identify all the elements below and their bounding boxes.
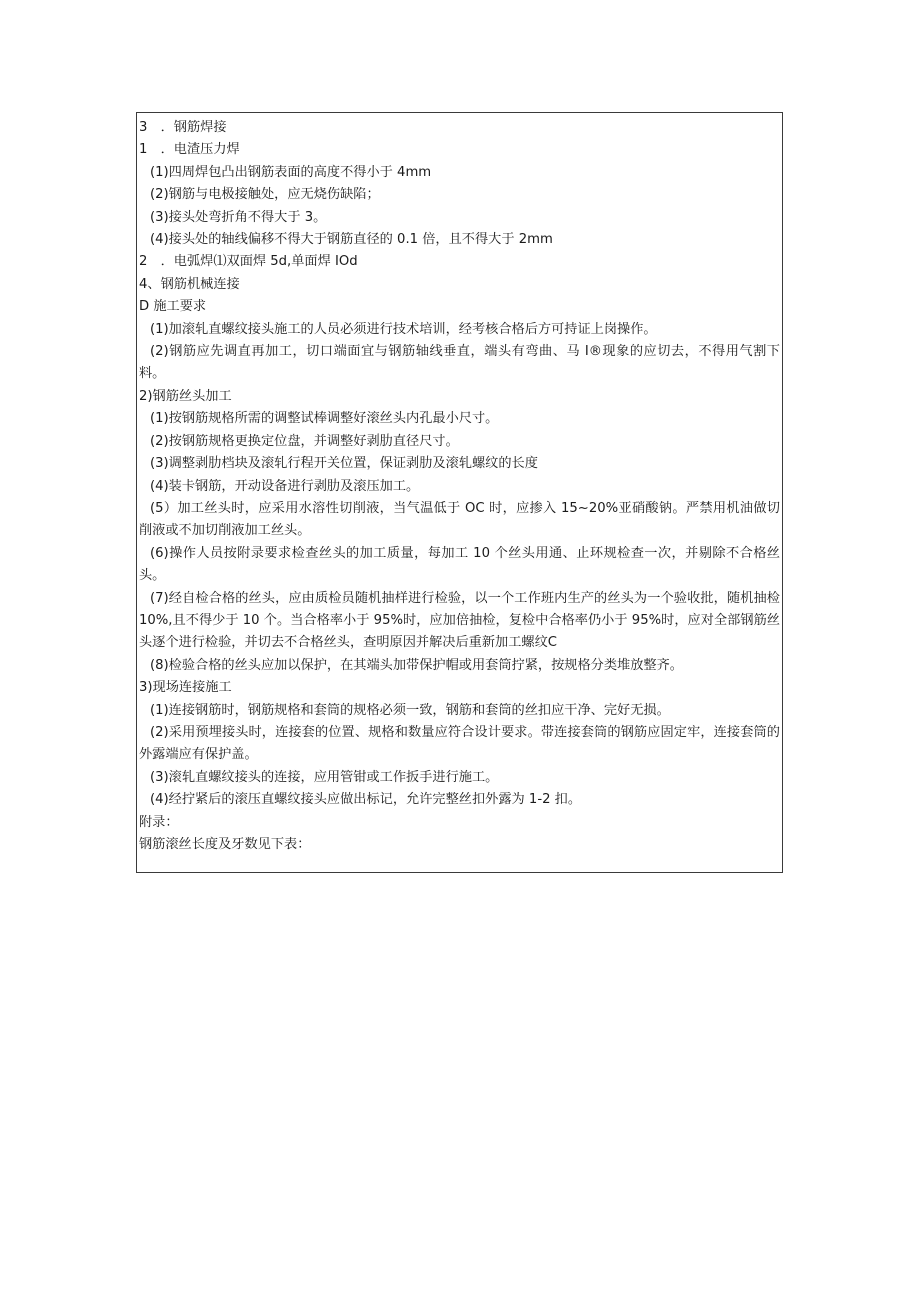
heading-site-connection: 3)现场连接施工 xyxy=(139,680,232,696)
list-item: (8)检验合格的丝头应加以保护，在其端头加带保护帽或用套筒拧紧，按规格分类堆放整齐。 xyxy=(150,657,683,673)
heading-steel-welding: 3 ．钢筋焊接 xyxy=(139,120,227,135)
list-item: (3)接头处弯折角不得大于 3。 xyxy=(150,209,327,225)
document-table-cell xyxy=(136,112,783,873)
list-item: (2)钢筋与电极接触处，应无烧伤缺陷； xyxy=(150,187,380,203)
heading-construction-requirements: D 施工要求 xyxy=(139,299,207,315)
list-item: (2)按钢筋规格更换定位盘，并调整好剥肋直径尺寸。 xyxy=(150,433,459,449)
list-item: (6)操作人员按附录要求检查丝头的加工质量，每加工 10 个丝头用通、止环规检查一次，并剔除不合格丝头。 xyxy=(139,545,780,584)
heading-appendix: 附录： xyxy=(139,814,179,830)
list-item: (7)经自检合格的丝头，应由质检员随机抽样进行检验，以一个工作班内生产的丝头为一个验收批，随机抽检 10%,且不得少于 10 个。当合格率小于 95%时，应加倍抽检，复检中合格率仍小于 95%时，应对全部钢筋丝头逐个进行检验，并切去不合格丝头，查明原因并解决后重新加工螺纹C xyxy=(139,590,780,651)
heading-arc-welding: 2 ．电弧焊⑴双面焊 5d,单面焊 IOd xyxy=(139,254,358,270)
list-item: (4)经拧紧后的滚压直螺纹接头应做出标记，允许完整丝扣外露为 1-2 扣。 xyxy=(150,792,582,808)
list-item: (3)调整剥肋档块及滚轧行程开关位置，保证剥肋及滚轧螺纹的长度 xyxy=(150,456,538,472)
list-item: (1)连接钢筋时，钢筋规格和套筒的规格必须一致，钢筋和套筒的丝扣应干净、完好无损。 xyxy=(150,702,670,718)
list-item: (2)采用预埋接头时，连接套的位置、规格和数量应符合设计要求。带连接套筒的钢筋应固定牢，连接套筒的外露端应有保护盖。 xyxy=(139,724,780,763)
heading-thread-processing: 2)钢筋丝头加工 xyxy=(139,388,232,404)
list-item: (4)接头处的轴线偏移不得大于钢筋直径的 0.1 倍，且不得大于 2mm xyxy=(150,232,553,248)
list-item: (5）加工丝头时，应采用水溶性切削液，当气温低于 OC 时，应掺入 15~20%亚硝酸钠。严禁用机油做切削液或不加切削液加工丝头。 xyxy=(139,500,780,539)
list-item: (1)四周焊包凸出钢筋表面的高度不得小于 4mm xyxy=(150,164,432,180)
list-item: (2)钢筋应先调直再加工，切口端面宜与钢筋轴线垂直，端头有弯曲、马 I®现象的应切去，不得用气割下料。 xyxy=(139,344,780,382)
heading-electroslag-welding: 1 ．电渣压力焊 xyxy=(139,142,240,158)
heading-mechanical-connection: 4、钢筋机械连接 xyxy=(139,276,240,292)
list-item: (1)加滚轧直螺纹接头施工的人员必须进行技术培训，经考核合格后方可持证上岗操作。 xyxy=(150,321,657,337)
appendix-caption: 钢筋滚丝长度及牙数见下表： xyxy=(139,837,311,852)
list-item: (4)装卡钢筋，开动设备进行剥肋及滚压加工。 xyxy=(150,478,420,494)
list-item: (3)滚轧直螺纹接头的连接，应用管钳或工作扳手进行施工。 xyxy=(150,769,499,785)
list-item: (1)按钢筋规格所需的调整试棒调整好滚丝头内孔最小尺寸。 xyxy=(150,411,499,427)
